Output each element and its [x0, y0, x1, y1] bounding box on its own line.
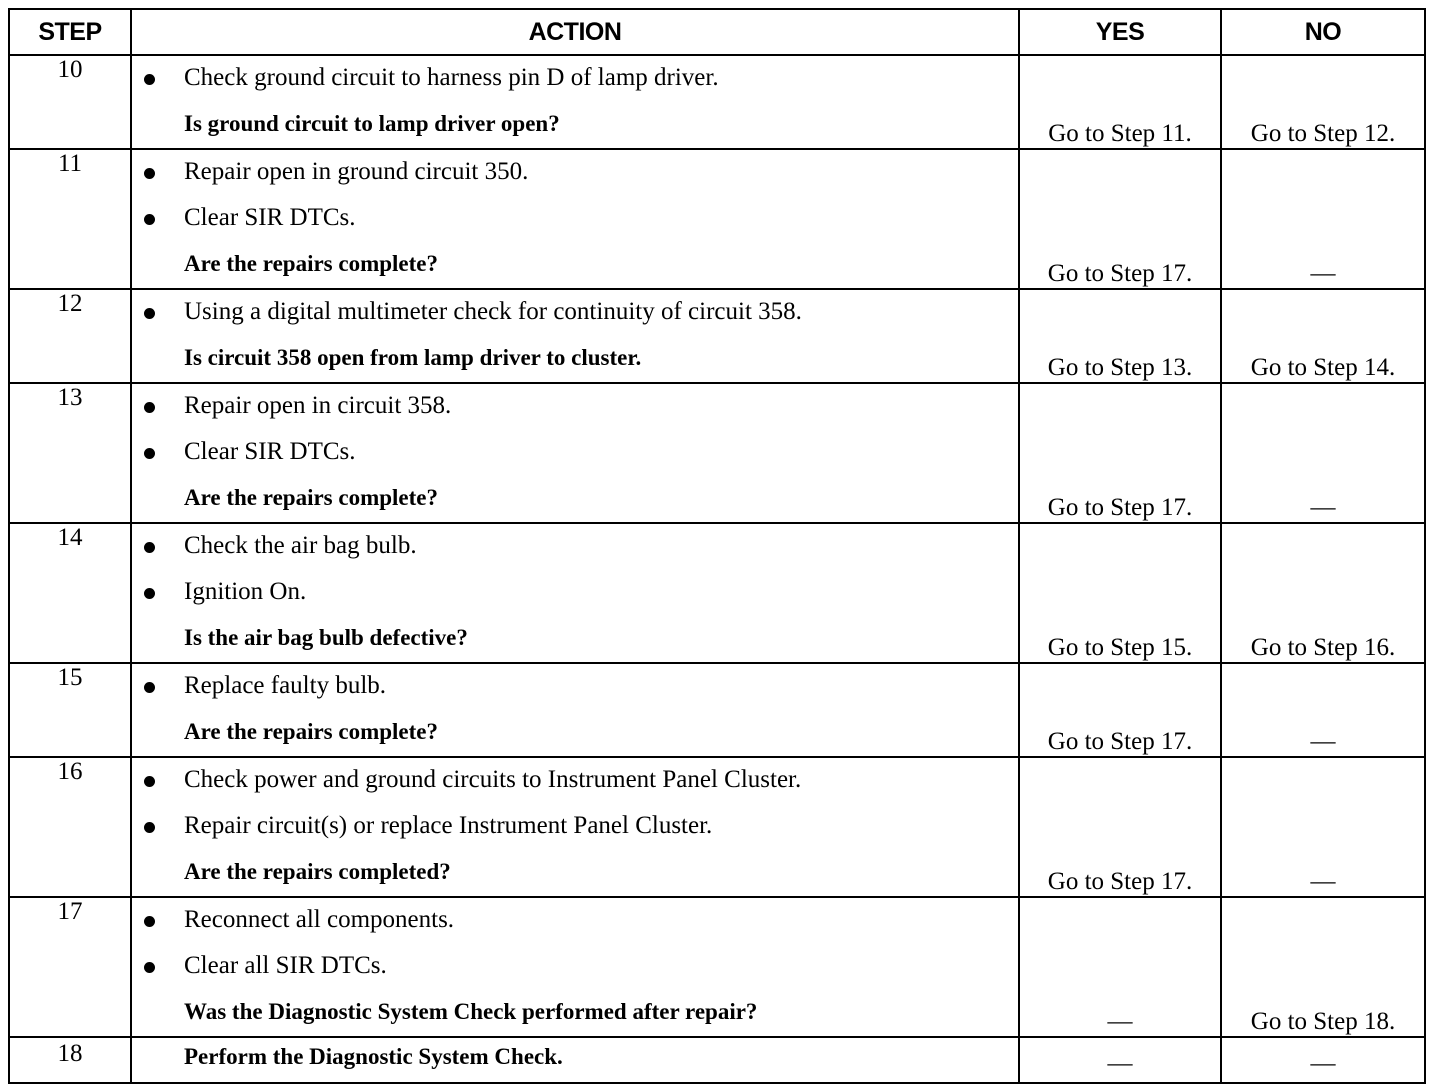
step-number: 15	[9, 663, 131, 757]
action-item	[132, 524, 1018, 570]
action-cell	[131, 663, 1019, 757]
step-number: 16	[9, 757, 131, 897]
bullet-icon	[144, 168, 155, 179]
step-number: 14	[9, 523, 131, 663]
header-action: ACTION	[131, 9, 1019, 55]
action-question: Is circuit 358 open from lamp driver to cluster.	[184, 345, 642, 370]
table-row	[9, 1037, 1425, 1083]
action-text: Check ground circuit to harness pin D of lamp driver.	[184, 64, 719, 91]
action-question: Is the air bag bulb defective?	[184, 625, 468, 650]
bullet-icon	[144, 74, 155, 85]
header-no: NO	[1221, 9, 1425, 55]
bullet-icon	[144, 916, 155, 927]
no-result: —	[1221, 149, 1425, 289]
yes-result: Go to Step 15.	[1019, 523, 1221, 663]
step-number: 11	[9, 149, 131, 289]
action-text: Clear SIR DTCs.	[184, 438, 356, 465]
action-item	[132, 150, 1018, 196]
action-text: Clear SIR DTCs.	[184, 204, 356, 231]
action-item	[132, 804, 1018, 850]
no-result: —	[1221, 663, 1425, 757]
step-number: 17	[9, 897, 131, 1037]
yes-result: Go to Step 17.	[1019, 663, 1221, 757]
table-row	[9, 757, 1425, 897]
action-cell	[131, 289, 1019, 383]
action-text: Repair open in ground circuit 350.	[184, 158, 529, 185]
table-row	[9, 55, 1425, 149]
action-item	[132, 56, 1018, 102]
action-question: Are the repairs completed?	[184, 859, 451, 884]
action-text: Ignition On.	[184, 578, 307, 605]
action-text: Repair circuit(s) or replace Instrument Panel Cluster.	[184, 812, 713, 839]
bullet-icon	[144, 776, 155, 787]
action-cell	[131, 757, 1019, 897]
action-text: Check the air bag bulb.	[184, 532, 417, 559]
action-question: Are the repairs complete?	[184, 485, 438, 510]
diagnostic-table	[8, 8, 1426, 1084]
yes-result: Go to Step 11.	[1019, 55, 1221, 149]
no-result: Go to Step 16.	[1221, 523, 1425, 663]
table-body	[9, 55, 1425, 1083]
yes-result: Go to Step 13.	[1019, 289, 1221, 383]
header-row	[9, 9, 1425, 55]
yes-result: —	[1019, 897, 1221, 1037]
header-yes: YES	[1019, 9, 1221, 55]
step-number: 10	[9, 55, 131, 149]
table-row	[9, 523, 1425, 663]
yes-result: Go to Step 17.	[1019, 383, 1221, 523]
action-question: Was the Diagnostic System Check performed after repair?	[184, 999, 758, 1024]
no-result: —	[1221, 757, 1425, 897]
table-row	[9, 383, 1425, 523]
action-cell	[131, 55, 1019, 149]
action-item	[132, 944, 1018, 990]
action-item	[132, 384, 1018, 430]
bullet-icon	[144, 542, 155, 553]
yes-result: Go to Step 17.	[1019, 149, 1221, 289]
action-text: Reconnect all components.	[184, 906, 455, 933]
no-result: Go to Step 12.	[1221, 55, 1425, 149]
action-text: Replace faulty bulb.	[184, 672, 387, 699]
yes-result: —	[1019, 1037, 1221, 1083]
action-text: Check power and ground circuits to Instrument Panel Cluster.	[184, 766, 802, 793]
bullet-icon	[144, 682, 155, 693]
bullet-icon	[144, 308, 155, 319]
action-item	[132, 196, 1018, 242]
action-question: Are the repairs complete?	[184, 719, 438, 744]
action-cell	[131, 897, 1019, 1037]
action-cell	[131, 1037, 1019, 1083]
action-cell	[131, 523, 1019, 663]
table-row	[9, 289, 1425, 383]
no-result: —	[1221, 383, 1425, 523]
action-question: Perform the Diagnostic System Check.	[184, 1044, 563, 1069]
bullet-icon	[144, 402, 155, 413]
action-item	[132, 290, 1018, 336]
no-result: Go to Step 14.	[1221, 289, 1425, 383]
action-item	[132, 430, 1018, 476]
table-row	[9, 897, 1425, 1037]
bullet-icon	[144, 962, 155, 973]
table-row	[9, 663, 1425, 757]
bullet-icon	[144, 588, 155, 599]
bullet-icon	[144, 822, 155, 833]
action-text: Clear all SIR DTCs.	[184, 952, 387, 979]
action-text: Repair open in circuit 358.	[184, 392, 452, 419]
action-cell	[131, 149, 1019, 289]
action-text: Using a digital multimeter check for continuity of circuit 358.	[184, 298, 802, 325]
step-number: 18	[9, 1037, 131, 1083]
yes-result: Go to Step 17.	[1019, 757, 1221, 897]
bullet-icon	[144, 448, 155, 459]
action-cell	[131, 383, 1019, 523]
no-result: —	[1221, 1037, 1425, 1083]
action-question: Are the repairs complete?	[184, 251, 438, 276]
no-result: Go to Step 18.	[1221, 897, 1425, 1037]
table-row	[9, 149, 1425, 289]
action-question: Is ground circuit to lamp driver open?	[184, 111, 560, 136]
header-step: STEP	[9, 9, 131, 55]
action-item	[132, 570, 1018, 616]
step-number: 13	[9, 383, 131, 523]
action-item	[132, 758, 1018, 804]
bullet-icon	[144, 214, 155, 225]
step-number: 12	[9, 289, 131, 383]
action-item	[132, 898, 1018, 944]
action-item	[132, 664, 1018, 710]
